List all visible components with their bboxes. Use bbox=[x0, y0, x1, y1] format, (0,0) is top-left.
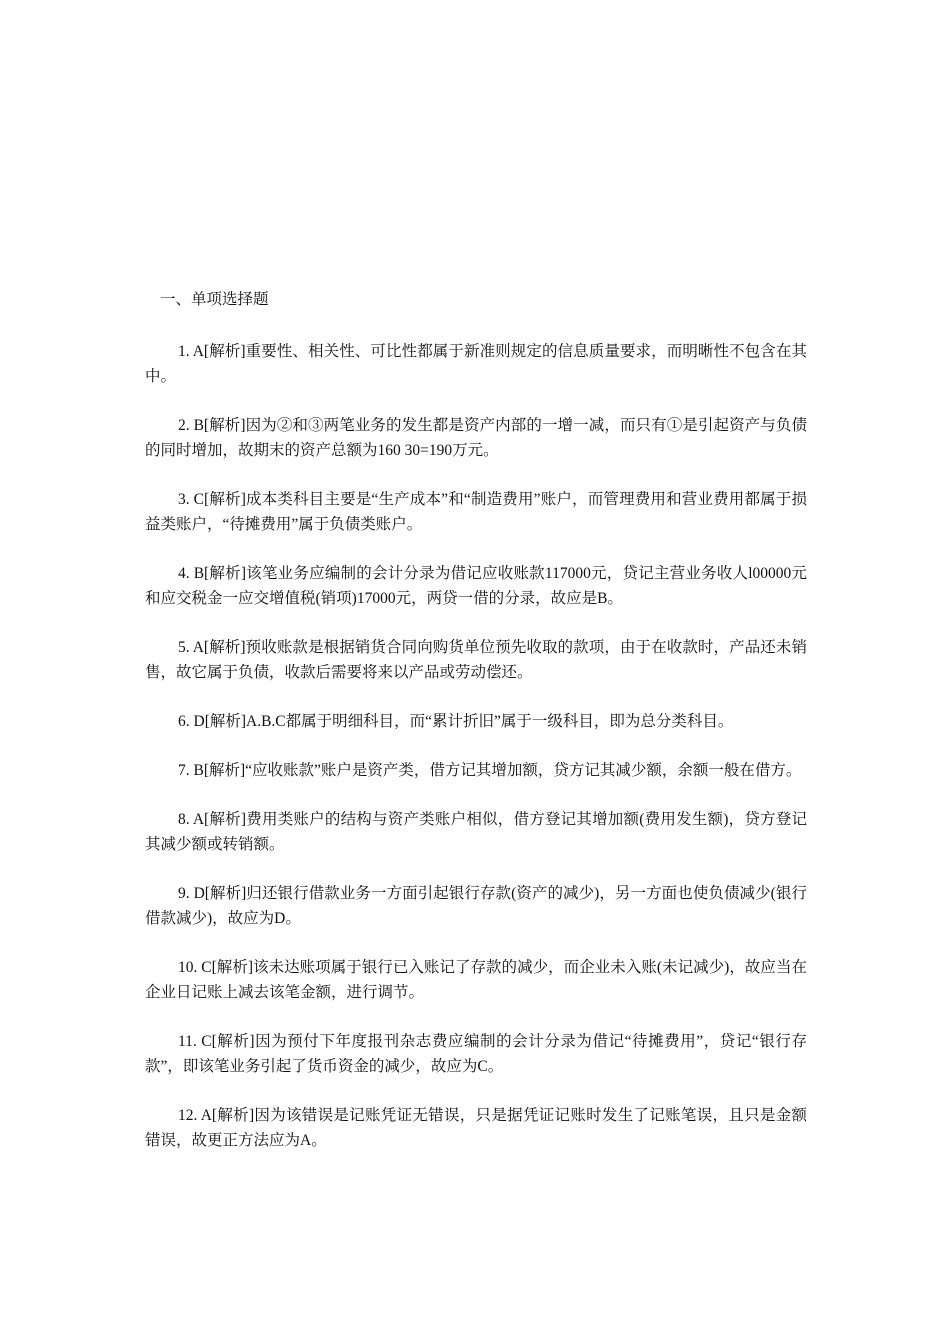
answer-item: 6. D[解析]A.B.C都属于明细科目，而“累计折旧”属于一级科目，即为总分类科目。 bbox=[178, 713, 734, 730]
answer-item: 1. A[解析]重要性、相关性、可比性都属于新准则规定的信息质量要求，而明晰性不包含在其中。 bbox=[145, 343, 807, 385]
answer-list bbox=[145, 339, 807, 1177]
answer-item: 5. A[解析]预收账款是根据销货合同向购货单位预先收取的款项，由于在收款时，产品还未销售，故它属于负债，收款后需要将来以产品或劳动偿还。 bbox=[145, 639, 807, 681]
answer-item: 11. C[解析]因为预付下年度报刊杂志费应编制的会计分录为借记“待摊费用”，贷记“银行存款”，即该笔业务引起了货币资金的减少，故应为C。 bbox=[145, 1033, 807, 1075]
answer-item: 3. C[解析]成本类科目主要是“生产成本”和“制造费用”账户，而管理费用和营业费用都属于损益类账户，“待摊费用”属于负债类账户。 bbox=[145, 491, 807, 533]
section-title: 一、单项选择题 bbox=[160, 291, 269, 308]
answer-item: 7. B[解析]“应收账款”账户是资产类，借方记其增加额，贷方记其减少额，余额一般在借方。 bbox=[178, 762, 802, 779]
answer-item: 4. B[解析]该笔业务应编制的会计分录为借记应收账款117000元，贷记主营业务收人l00000元和应交税金一应交增值税(销项)17000元，两贷一借的分录，故应是B。 bbox=[145, 565, 807, 607]
answer-item: 2. B[解析]因为②和③两笔业务的发生都是资产内部的一增一减，而只有①是引起资产与负债的同时增加，故期末的资产总额为160 30=190万元。 bbox=[145, 417, 807, 459]
answer-item: 8. A[解析]费用类账户的结构与资产类账户相似，借方登记其增加额(费用发生额)，贷方登记其减少额或转销额。 bbox=[145, 811, 807, 853]
answer-item: 12. A[解析]因为该错误是记账凭证无错误，只是据凭证记账时发生了记账笔误，且只是金额错误，故更正方法应为A。 bbox=[145, 1107, 807, 1149]
answer-item: 10. C[解析]该未达账项属于银行已入账记了存款的减少，而企业未入账(未记减少)，故应当在企业日记账上减去该笔金额，进行调节。 bbox=[145, 959, 807, 1001]
answer-item: 9. D[解析]归还银行借款业务一方面引起银行存款(资产的减少)，另一方面也使负债减少(银行借款减少)，故应为D。 bbox=[145, 885, 807, 927]
